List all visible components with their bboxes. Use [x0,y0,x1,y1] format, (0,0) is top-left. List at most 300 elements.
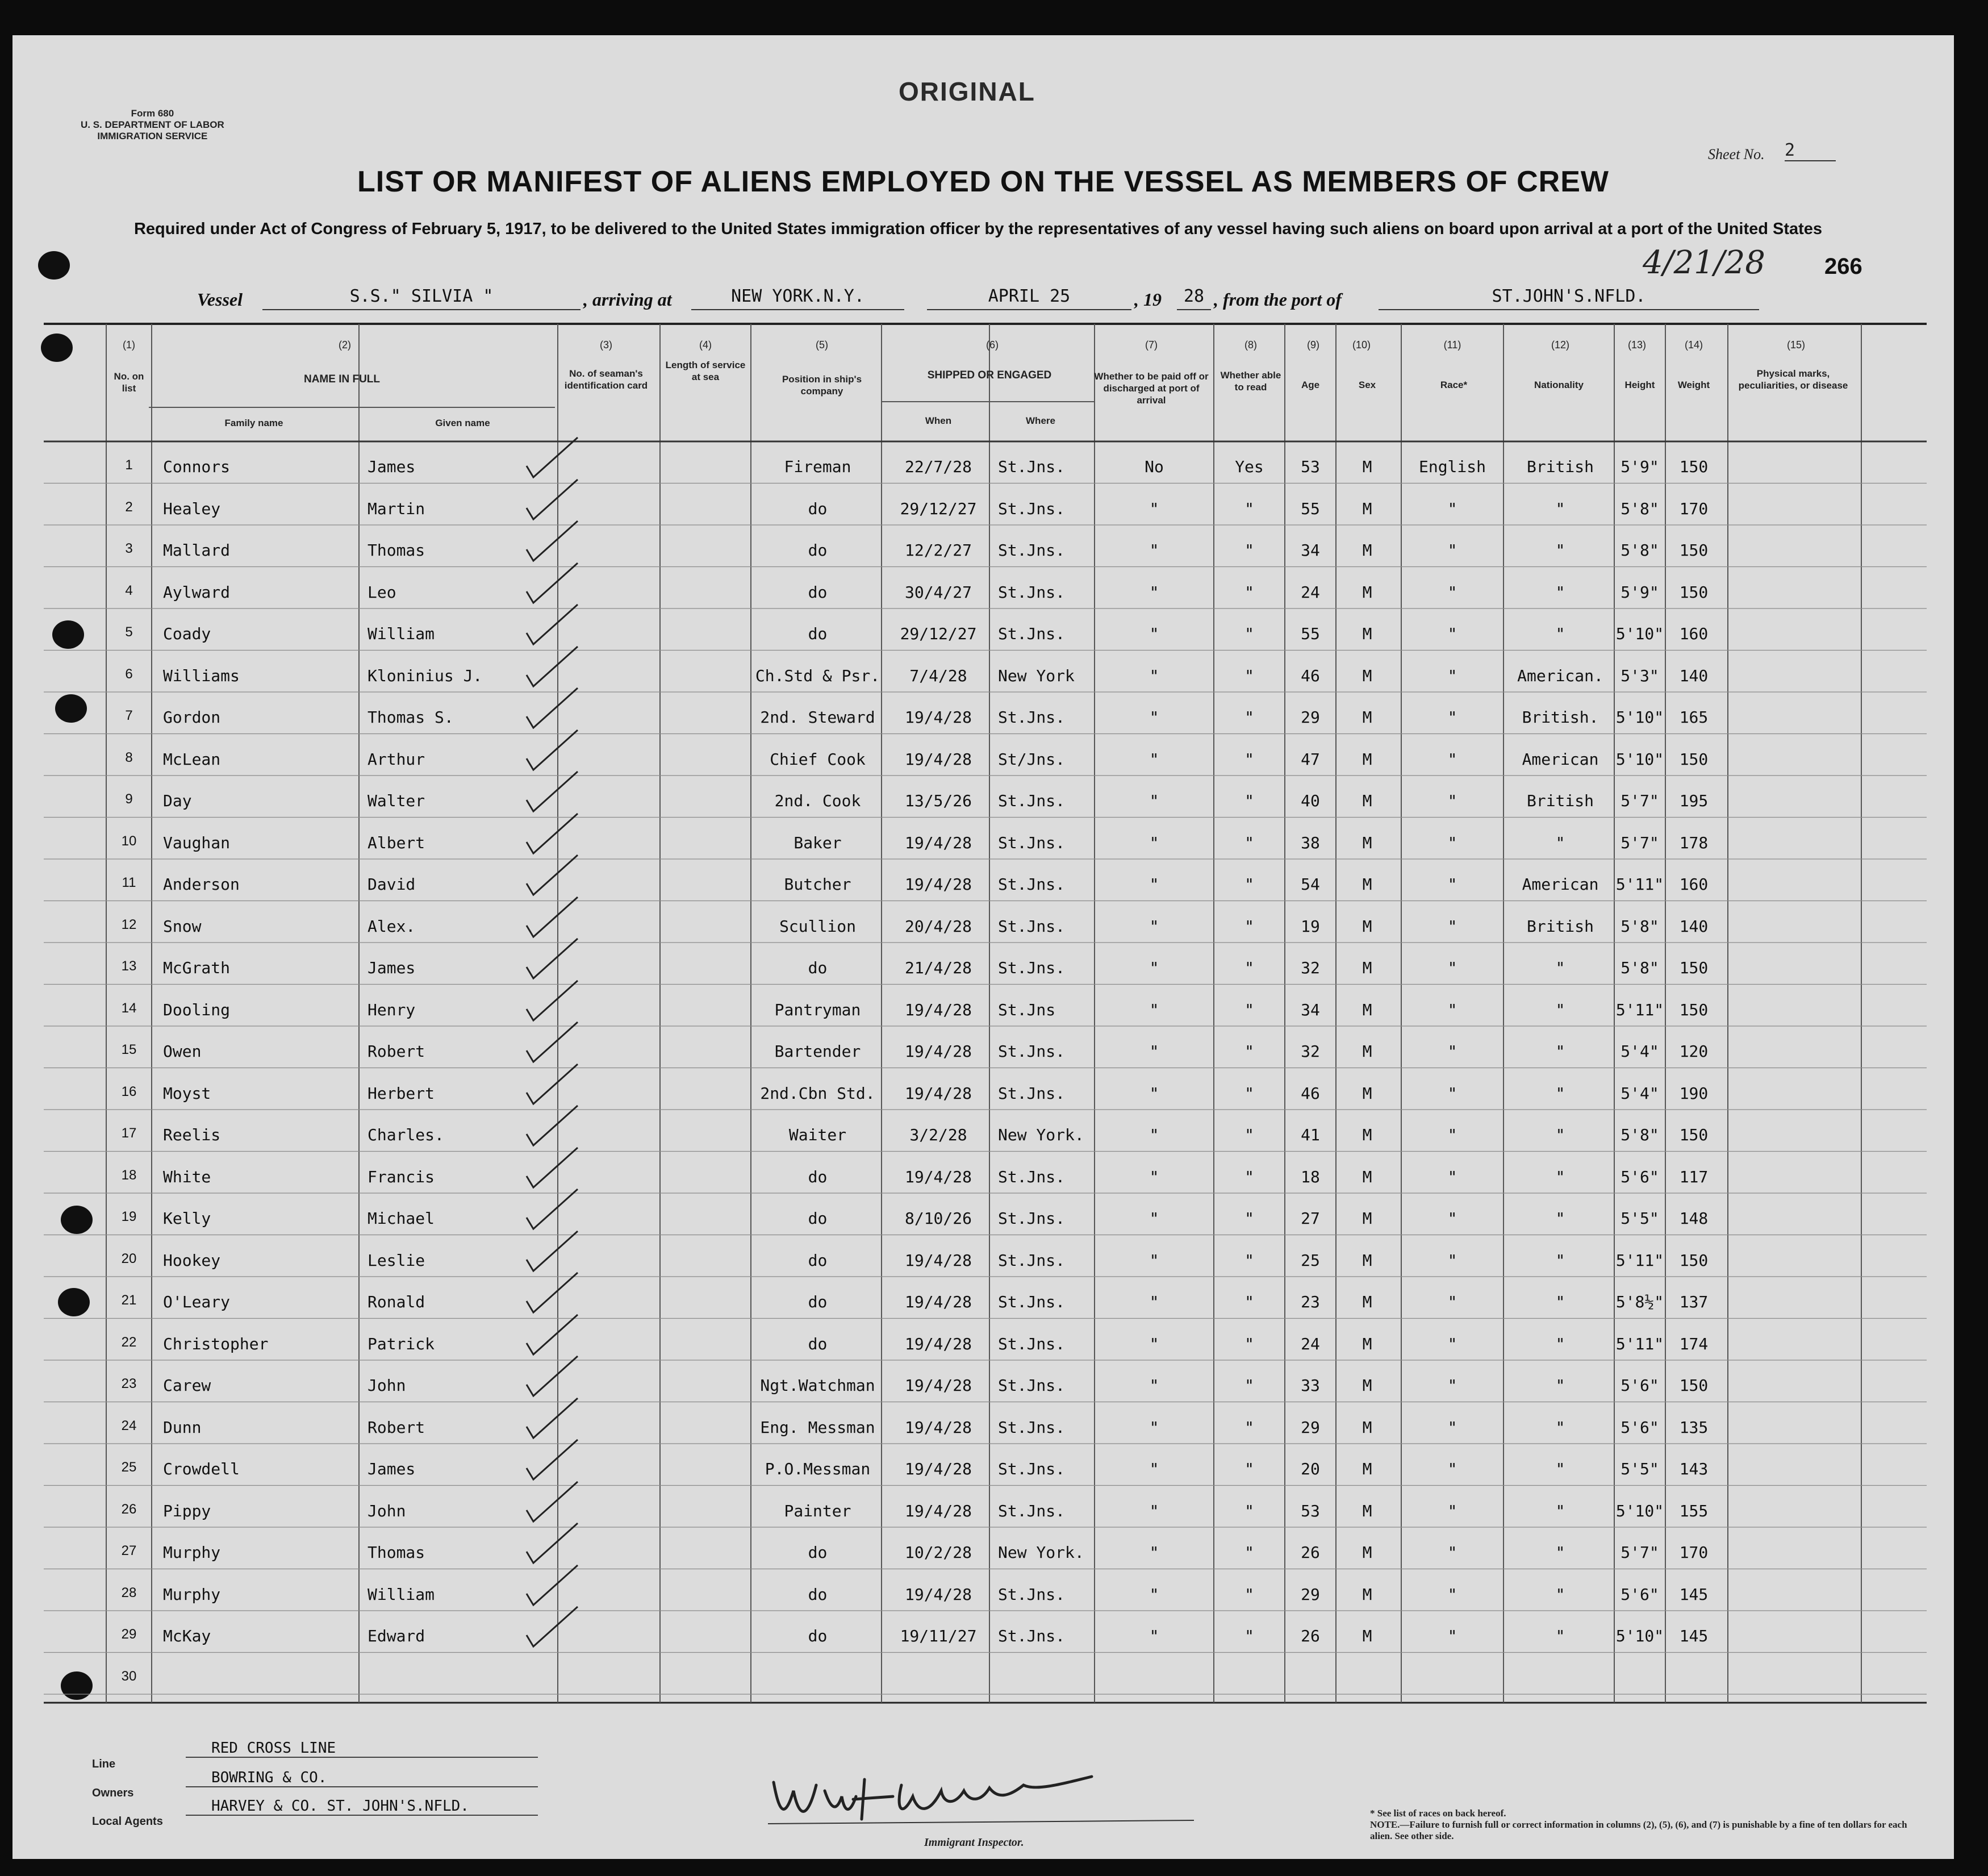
cell-when: 19/4/28 [904,1293,972,1311]
check-mark-icon [521,852,583,898]
cell-weight: 137 [1679,1293,1709,1311]
cell-paid: " [1149,708,1159,727]
cell-no: 29 [121,1627,137,1642]
cell-sex: M [1362,1250,1372,1270]
cell-height: 5'8" [1621,1125,1659,1144]
cell-family: Mallard [163,541,231,560]
cell-race: " [1447,499,1457,518]
check-mark-icon [521,1145,583,1190]
cell-when: 19/4/28 [904,1585,972,1604]
check-mark-icon [521,1061,583,1107]
cell-read: " [1244,1042,1254,1061]
cell-weight: 140 [1679,666,1709,685]
cell-nationality: " [1555,1125,1565,1144]
cell-when: 7/4/28 [909,666,967,685]
cell-where: St.Jns. [998,1376,1066,1395]
cell-nationality: American [1522,749,1599,769]
cell-where: St.Jns. [998,916,1066,936]
cell-read: " [1244,1293,1254,1311]
cell-nationality: " [1555,1543,1565,1562]
cell-paid: " [1149,582,1159,602]
cell-given: Robert [367,1042,425,1061]
vessel-label: Vessel [197,289,243,310]
cell-sex: M [1362,1585,1372,1604]
cell-no: 18 [121,1167,137,1183]
check-mark-icon [521,1562,583,1608]
header-id-card: No. of seaman's identification card [564,368,648,391]
cell-read: " [1244,1334,1254,1353]
cell-nationality: " [1555,1627,1565,1645]
cell-position: Eng. Messman [760,1418,875,1437]
cell-age: 46 [1301,1083,1320,1103]
cell-age: 20 [1301,1460,1320,1478]
cell-position: do [808,1293,828,1311]
cell-where: St.Jns. [998,1209,1066,1228]
line-value: RED CROSS LINE [211,1740,336,1757]
cell-paid: " [1149,1585,1159,1604]
cell-position: do [808,1334,828,1353]
cell-given: Michael [367,1209,435,1228]
cell-height: 5'7" [1621,1543,1659,1562]
cell-when: 21/4/28 [904,958,972,977]
cell-position: Fireman [784,457,851,476]
cell-position: do [808,541,828,560]
cell-read: " [1244,958,1254,977]
cell-position: do [808,624,828,643]
cell-position: 2nd. Steward [760,708,875,727]
cell-weight: 117 [1679,1167,1709,1186]
footnote-penalty: NOTE.—Failure to furnish full or correct information in columns (2), (5), (6), and (7) is punishable by a fine of ten dollars for each alien. See other side. [1370,1819,1907,1841]
check-mark-icon [521,1520,583,1566]
cell-where: St.Jns. [998,791,1066,810]
cell-family: White [163,1167,211,1186]
cell-position: do [808,1627,828,1645]
col-number: (1) [123,339,135,351]
cell-family: Dunn [163,1418,202,1437]
header-when: When [925,415,952,426]
cell-paid: " [1149,875,1159,894]
cell-where: St.Jns. [998,1627,1066,1645]
cell-weight: 195 [1679,791,1709,810]
cell-no: 2 [125,499,133,515]
arrival-year: 28 [1177,286,1211,310]
cell-position: do [808,1250,828,1270]
cell-sex: M [1362,958,1372,977]
cell-no: 19 [121,1209,137,1224]
cell-when: 19/4/28 [904,1083,972,1103]
cell-height: 5'11" [1615,1250,1664,1270]
header-shipped: SHIPPED OR ENGAGED [927,369,1052,381]
check-mark-icon [521,602,583,647]
col-number: (3) [600,339,612,351]
cell-no: 9 [125,791,133,807]
cell-paid: " [1149,958,1159,977]
cell-where: St.Jns. [998,1250,1066,1270]
cell-position: do [808,1543,828,1562]
cell-no: 17 [121,1125,137,1141]
cell-family: Snow [163,916,202,936]
cell-no: 22 [121,1334,137,1350]
header-no-on-list: No. on list [114,371,144,394]
original-stamp: ORIGINAL [899,77,1035,106]
cell-height: 5'4" [1621,1083,1659,1103]
cell-when: 19/4/28 [904,1167,972,1186]
header-weight: Weight [1677,380,1710,390]
col-number: (4) [699,339,712,351]
cell-family: Pippy [163,1501,211,1520]
cell-family: Moyst [163,1083,211,1103]
cell-weight: 145 [1679,1627,1709,1645]
cell-given: Henry [367,1000,416,1019]
cell-where: St.Jns. [998,1418,1066,1437]
inspector-label: Immigrant Inspector. [924,1836,1024,1849]
cell-where: St.Jns. [998,875,1066,894]
cell-sex: M [1362,1334,1372,1353]
cell-read: " [1244,541,1254,560]
cell-where: St.Jns. [998,833,1066,852]
cell-race: " [1447,1334,1457,1353]
cell-age: 32 [1301,1042,1320,1061]
cell-given: Ronald [367,1293,425,1311]
cell-age: 29 [1301,1585,1320,1604]
col-number: (15) [1786,339,1805,351]
cell-no: 28 [121,1585,137,1600]
cell-race: " [1447,1250,1457,1270]
cell-sex: M [1362,1167,1372,1186]
cell-weight: 170 [1679,499,1709,518]
cell-age: 29 [1301,708,1320,727]
cell-no: 25 [121,1460,137,1475]
cell-family: Murphy [163,1585,221,1604]
cell-no: 20 [121,1250,137,1266]
arriving-port: NEW YORK.N.Y. [691,286,904,310]
cell-given: Arthur [367,749,425,769]
cell-read: " [1244,1125,1254,1144]
cell-weight: 170 [1679,1543,1709,1562]
cell-family: McLean [163,749,221,769]
cell-paid: " [1149,1460,1159,1478]
cell-read: " [1244,1250,1254,1270]
cell-read: " [1244,1627,1254,1645]
cell-given: Francis [367,1167,435,1186]
cell-weight: 145 [1679,1585,1709,1604]
cell-family: Williams [163,666,240,685]
check-mark-icon [521,1019,583,1065]
cell-paid: " [1149,499,1159,518]
col-number: (9) [1307,339,1319,351]
cell-nationality: " [1555,958,1565,977]
cell-nationality: " [1555,1334,1565,1353]
cell-when: 20/4/28 [904,916,972,936]
cell-family: Carew [163,1376,211,1395]
cell-where: St.Jns. [998,708,1066,727]
col-number: (7) [1145,339,1158,351]
cell-given: William [367,1585,435,1604]
cell-race: " [1447,541,1457,560]
agents-underline [186,1815,538,1816]
cell-given: William [367,624,435,643]
cell-read: " [1244,1585,1254,1604]
cell-family: Hookey [163,1250,221,1270]
check-mark-icon [521,1395,583,1441]
cell-weight: 165 [1679,708,1709,727]
cell-age: 55 [1301,499,1320,518]
cell-nationality: " [1555,1501,1565,1520]
cell-weight: 150 [1679,1376,1709,1395]
cell-when: 30/4/27 [904,582,972,602]
cell-family: O'Leary [163,1293,231,1311]
cell-race: " [1447,916,1457,936]
cell-age: 38 [1301,833,1320,852]
cell-sex: M [1362,666,1372,685]
cell-age: 46 [1301,666,1320,685]
cell-given: Martin [367,499,425,518]
cell-race: " [1447,1083,1457,1103]
cell-when: 22/7/28 [904,457,972,476]
cell-race: " [1447,958,1457,977]
cell-where: St/Jns. [998,749,1066,769]
cell-family: Dooling [163,1000,231,1019]
cell-paid: " [1149,916,1159,936]
cell-nationality: " [1555,1585,1565,1604]
cell-family: Anderson [163,875,240,894]
cell-where: St.Jns. [998,1501,1066,1520]
cell-paid: " [1149,541,1159,560]
cell-when: 19/4/28 [904,875,972,894]
cell-no: 23 [121,1376,137,1391]
inspector-signature [762,1757,1228,1842]
cell-position: Baker [793,833,842,852]
cell-given: Herbert [367,1083,435,1103]
cell-read: " [1244,791,1254,810]
cell-weight: 174 [1679,1334,1709,1353]
cell-sex: M [1362,1460,1372,1478]
cell-age: 24 [1301,1334,1320,1353]
cell-no: 10 [121,833,137,849]
header-physical: Physical marks, peculiarities, or disease [1738,368,1848,391]
cell-family: Crowdell [163,1460,240,1478]
cell-no: 15 [121,1042,137,1057]
check-mark-icon [521,1103,583,1148]
cell-position: P.O.Messman [765,1460,871,1478]
cell-given: James [367,1460,416,1478]
line-label: Line [92,1758,116,1770]
cell-when: 19/4/28 [904,833,972,852]
cell-age: 54 [1301,875,1320,894]
cell-given: David [367,875,416,894]
cell-when: 19/11/27 [900,1627,977,1645]
cell-read: Yes [1235,457,1264,476]
from-port: ST.JOHN'S.NFLD. [1379,286,1759,310]
cell-when: 29/12/27 [900,624,977,643]
cell-where: St.Jns. [998,958,1066,977]
cell-sex: M [1362,1376,1372,1395]
cell-given: Alex. [367,916,416,936]
cell-family: Owen [163,1042,202,1061]
cell-position: do [808,499,828,518]
cell-age: 41 [1301,1125,1320,1144]
cell-given: Albert [367,833,425,852]
cell-when: 19/4/28 [904,1376,972,1395]
cell-sex: M [1362,1125,1372,1144]
cell-height: 5'9" [1621,582,1659,602]
owners-value: BOWRING & CO. [211,1769,327,1786]
cell-height: 5'11" [1615,1334,1664,1353]
cell-nationality: " [1555,1376,1565,1395]
cell-height: 5'7" [1621,791,1659,810]
check-mark-icon [521,1228,583,1274]
cell-age: 24 [1301,582,1320,602]
cell-read: " [1244,624,1254,643]
cell-read: " [1244,1209,1254,1228]
cell-race: " [1447,1627,1457,1645]
check-mark-icon [521,435,583,480]
check-mark-icon [521,560,583,606]
cell-nationality: " [1555,1293,1565,1311]
cell-age: 55 [1301,624,1320,643]
cell-age: 34 [1301,541,1320,560]
cell-paid: " [1149,1334,1159,1353]
cell-race: " [1447,1000,1457,1019]
header-age: Age [1301,380,1320,390]
cell-given: Leo [367,582,396,602]
cell-family: Healey [163,499,221,518]
cell-sex: M [1362,624,1372,643]
col-number: (5) [816,339,828,351]
cell-no: 11 [122,875,136,890]
year-label: , 19 [1134,289,1162,310]
check-mark-icon [521,1437,583,1482]
cell-nationality: " [1555,1460,1565,1478]
cell-nationality: British. [1522,708,1599,727]
cell-given: Charles. [367,1125,444,1144]
cell-sex: M [1362,749,1372,769]
check-mark-icon [521,1312,583,1357]
cell-paid: " [1149,749,1159,769]
cell-position: Ch.Std & Psr. [755,666,880,685]
header-family-name: Family name [224,418,283,428]
cell-race: " [1447,749,1457,769]
cell-sex: M [1362,1000,1372,1019]
cell-paid: " [1149,666,1159,685]
manifest-sheet [12,35,1954,1859]
cell-where: New York. [998,1543,1084,1562]
header-height: Height [1624,380,1655,390]
cell-nationality: American [1522,875,1599,894]
cell-height: 5'3" [1621,666,1659,685]
header-race: Race* [1440,380,1468,390]
cell-race: " [1447,1543,1457,1562]
cell-where: St.Jns. [998,499,1066,518]
cell-position: 2nd. Cook [774,791,861,810]
cell-nationality: " [1555,833,1565,852]
cell-when: 12/2/27 [904,541,972,560]
cell-no: 7 [125,708,133,723]
cell-weight: 160 [1679,875,1709,894]
cell-height: 5'6" [1621,1376,1659,1395]
check-mark-icon [521,1270,583,1315]
check-mark-icon [521,1353,583,1399]
handwritten-date: 4/21/28 [1643,244,1765,281]
cell-position: Ngt.Watchman [760,1376,875,1395]
cell-weight: 120 [1679,1042,1709,1061]
cell-paid: " [1149,1543,1159,1562]
cell-sex: M [1362,582,1372,602]
cell-family: Aylward [163,582,231,602]
cell-race: " [1447,1125,1457,1144]
cell-nationality: " [1555,1000,1565,1019]
cell-paid: " [1149,1000,1159,1019]
cell-paid: " [1149,1042,1159,1061]
cell-where: St.Jns. [998,1293,1066,1311]
cell-given: Leslie [367,1250,425,1270]
cell-paid: No [1145,457,1164,476]
cell-age: 18 [1301,1167,1320,1186]
cell-nationality: British [1526,457,1594,476]
cell-given: James [367,457,416,476]
cell-when: 19/4/28 [904,1418,972,1437]
cell-paid: " [1149,1501,1159,1520]
cell-no: 14 [121,1000,137,1016]
cell-read: " [1244,708,1254,727]
form-number: Form 680 U. S. DEPARTMENT OF LABOR IMMIGRATION SERVICE [81,108,224,141]
cell-weight: 150 [1679,749,1709,769]
cell-height: 5'10" [1615,749,1664,769]
cell-position: Waiter [788,1125,847,1144]
cell-race: " [1447,1293,1457,1311]
cell-height: 5'9" [1621,457,1659,476]
page-title: LIST OR MANIFEST OF ALIENS EMPLOYED ON THE VESSEL AS MEMBERS OF CREW [357,165,1609,198]
cell-age: 40 [1301,791,1320,810]
cell-sex: M [1362,833,1372,852]
cell-when: 19/4/28 [904,708,972,727]
cell-given: Walter [367,791,425,810]
cell-age: 53 [1301,457,1320,476]
cell-no: 13 [121,958,137,974]
cell-race: " [1447,1501,1457,1520]
cell-height: 5'6" [1621,1167,1659,1186]
agents-value: HARVEY & CO. ST. JOHN'S.NFLD. [211,1798,469,1815]
cell-given: John [367,1376,406,1395]
header-length-service: Length of service at sea [665,360,746,382]
cell-height: 5'10" [1615,624,1664,643]
cell-nationality: " [1555,624,1565,643]
cell-age: 33 [1301,1376,1320,1395]
line-underline [186,1757,538,1758]
cell-where: St.Jns. [998,1585,1066,1604]
cell-height: 5'5" [1621,1460,1659,1478]
cell-height: 5'6" [1621,1418,1659,1437]
cell-given: James [367,958,416,977]
cell-nationality: " [1555,1209,1565,1228]
col-number: (10) [1352,339,1371,351]
cell-weight: 150 [1679,1125,1709,1144]
cell-where: St.Jns. [998,541,1066,560]
manifest-number: 266 [1824,254,1862,279]
cell-no: 16 [121,1083,137,1099]
cell-age: 26 [1301,1627,1320,1645]
cell-paid: " [1149,833,1159,852]
header-able-read: Whether able to read [1220,370,1281,393]
header-name-in-full: NAME IN FULL [303,373,381,385]
cell-sex: M [1362,708,1372,727]
cell-sex: M [1362,1501,1372,1520]
cell-read: " [1244,1543,1254,1562]
cell-given: Robert [367,1418,425,1437]
cell-read: " [1244,1418,1254,1437]
cell-family: Vaughan [163,833,231,852]
footnote [1370,1808,1910,1842]
